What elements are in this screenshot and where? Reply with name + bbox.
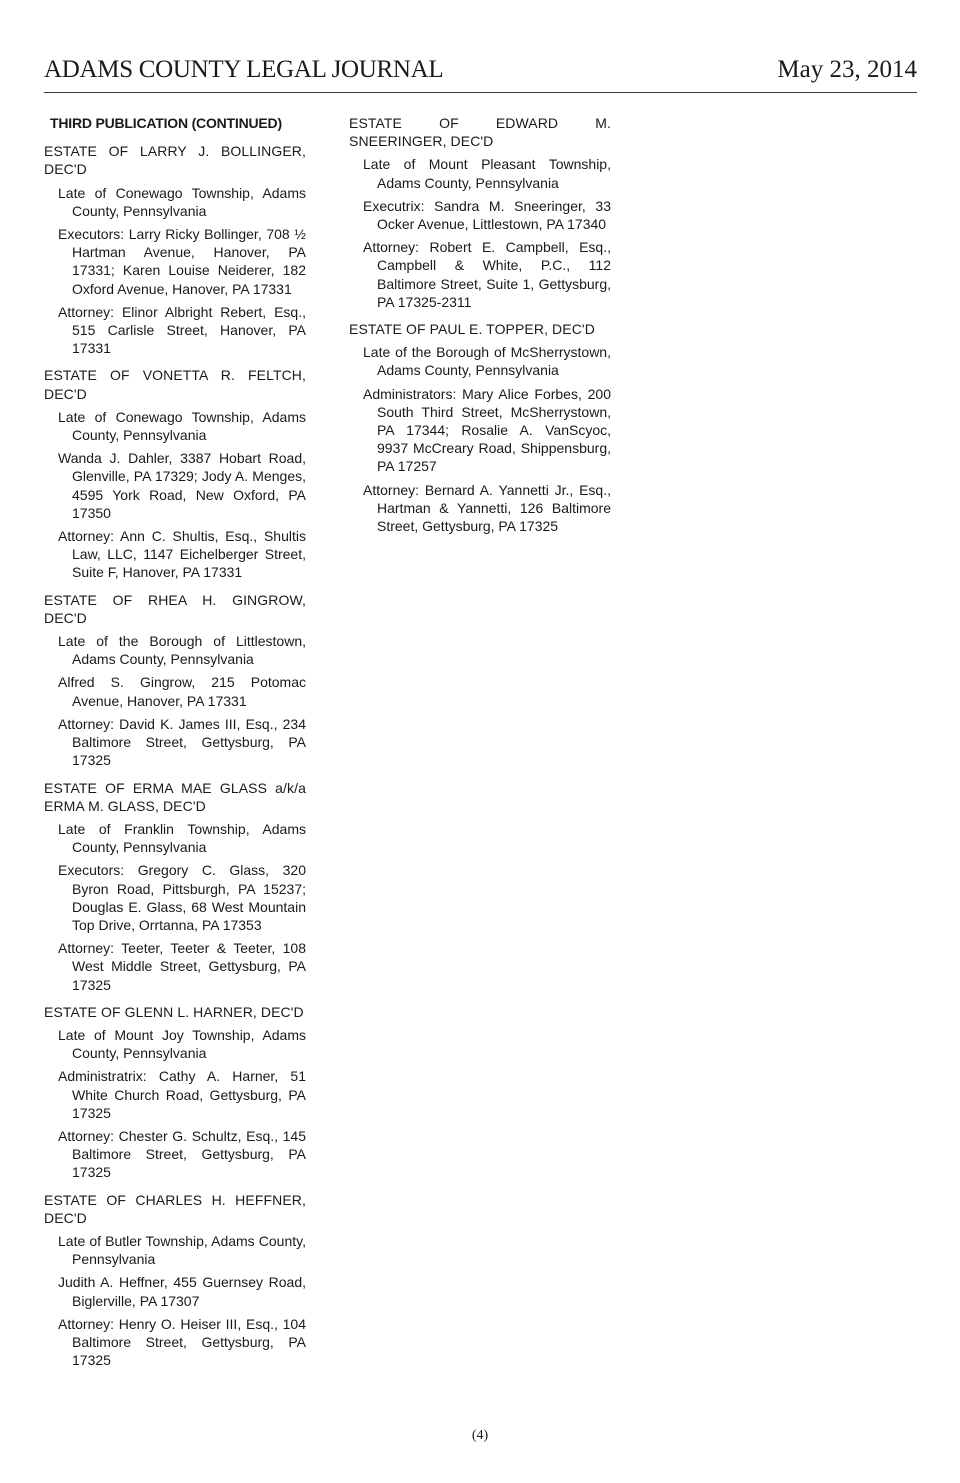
estate-name: ESTATE OF RHEA H. GINGROW, DEC'D — [44, 591, 306, 626]
estate-notice — [44, 1003, 306, 1182]
estate-name: ESTATE OF LARRY J. BOLLINGER, DEC'D — [44, 143, 306, 178]
estate-detail: Judith A. Heffner, 455 Guernsey Road, Biglerville, PA 17307 — [58, 1274, 306, 1309]
estate-detail: Late of Butler Township, Adams County, Pennsylvania — [58, 1232, 306, 1268]
estate-notice — [44, 1191, 306, 1370]
estate-name: ESTATE OF CHARLES H. HEFFNER, DEC'D — [44, 1191, 306, 1226]
estate-detail: Attorney: Chester G. Schultz, Esq., 145 Baltimore Street, Gettysburg, PA 17325 — [58, 1127, 306, 1181]
issue-date: May 23, 2014 — [777, 56, 917, 83]
estate-detail: Late of Mount Pleasant Township, Adams County, Pennsylvania — [363, 156, 611, 191]
estate-detail: Attorney: Elinor Albright Rebert, Esq., 515 Carlisle Street, Hanover, PA 17331 — [58, 303, 306, 357]
estate-detail: Attorney: Ann C. Shultis, Esq., Shultis Law, LLC, 1147 Eichelberger Street, Suite F, Hanover, PA 17331 — [58, 528, 306, 581]
estate-notice — [44, 142, 306, 357]
left-column — [44, 114, 306, 1378]
estate-detail: Alfred S. Gingrow, 215 Potomac Avenue, Hanover, PA 17331 — [58, 674, 306, 709]
estate-detail: Late of Conewago Township, Adams County, Pennsylvania — [58, 408, 306, 444]
estate-detail: Late of the Borough of McSherrystown, Adams County, Pennsylvania — [363, 344, 611, 379]
page-number: (4) — [471, 1428, 489, 1443]
page-header — [44, 54, 917, 93]
right-column — [349, 114, 611, 544]
estate-detail: Attorney: Teeter, Teeter & Teeter, 108 West Middle Street, Gettysburg, PA 17325 — [58, 940, 306, 993]
estate-detail: Attorney: Bernard A. Yannetti Jr., Esq., Hartman & Yannetti, 126 Baltimore Street, Gettysburg, PA 17325 — [363, 481, 611, 535]
estate-notice — [349, 114, 611, 311]
estate-detail: Attorney: Robert E. Campbell, Esq., Campbell & White, P.C., 112 Baltimore Street, Suite 1, Gettysburg, PA 17325-2311 — [363, 239, 611, 310]
estate-detail: Executors: Gregory C. Glass, 320 Byron Road, Pittsburgh, PA 15237; Douglas E. Glass, 68 West Mountain Top Drive, Orrtanna, PA 17353 — [58, 862, 306, 933]
estate-detail: Administratrix: Cathy A. Harner, 51 White Church Road, Gettysburg, PA 17325 — [58, 1068, 306, 1121]
estate-notice — [44, 366, 306, 581]
estate-detail: Attorney: David K. James III, Esq., 234 Baltimore Street, Gettysburg, PA 17325 — [58, 715, 306, 769]
estate-detail: Executors: Larry Ricky Bollinger, 708 ½ Hartman Avenue, Hanover, PA 17331; Karen Louise Neiderer, 182 Oxford Avenue, Hanover, PA 17331 — [58, 226, 306, 297]
journal-title: ADAMS COUNTY LEGAL JOURNAL — [44, 56, 444, 83]
estate-detail: Executrix: Sandra M. Sneeringer, 33 Ocker Avenue, Littlestown, PA 17340 — [363, 197, 611, 233]
estate-notice — [349, 320, 611, 535]
estate-detail: Attorney: Henry O. Heiser III, Esq., 104 Baltimore Street, Gettysburg, PA 17325 — [58, 1315, 306, 1369]
estate-name: ESTATE OF VONETTA R. FELTCH, DEC'D — [44, 367, 306, 402]
estate-detail: Late of the Borough of Littlestown, Adams County, Pennsylvania — [58, 633, 306, 668]
estate-notice — [44, 591, 306, 770]
estate-detail: Late of Mount Joy Township, Adams County, Pennsylvania — [58, 1026, 306, 1062]
estate-name: ESTATE OF GLENN L. HARNER, DEC'D — [44, 1003, 304, 1020]
estate-detail: Late of Conewago Township, Adams County, Pennsylvania — [58, 184, 306, 219]
estate-detail: Late of Franklin Township, Adams County, Pennsylvania — [58, 820, 306, 856]
estate-name: ESTATE OF ERMA MAE GLASS a/k/a ERMA M. GLASS, DEC'D — [44, 779, 306, 814]
section-heading: THIRD PUBLICATION (CONTINUED) — [50, 115, 282, 131]
estate-name: ESTATE OF EDWARD M. SNEERINGER, DEC'D — [349, 115, 611, 150]
estate-detail: Wanda J. Dahler, 3387 Hobart Road, Glenville, PA 17329; Jody A. Menges, 4595 York Road, New Oxford, PA 17350 — [58, 450, 306, 521]
estate-notice — [44, 779, 306, 994]
estate-name: ESTATE OF PAUL E. TOPPER, DEC'D — [349, 321, 595, 338]
estate-detail: Administrators: Mary Alice Forbes, 200 South Third Street, McSherrystown, PA 17344; Rosalie A. VanScyoc, 9937 McCreary Road, Shippensburg, PA 17257 — [363, 385, 611, 475]
